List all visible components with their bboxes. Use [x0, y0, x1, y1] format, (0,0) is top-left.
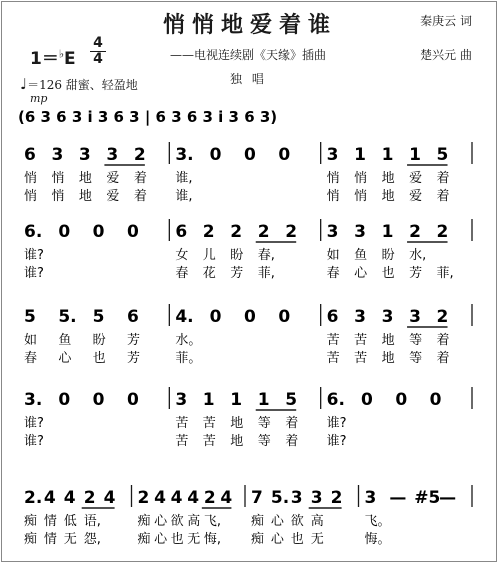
lyric2-2-0-1: 心 — [58, 351, 72, 366]
lyric1-4-2-2: 欲 — [290, 514, 304, 529]
lyric2-1-1-2: 芳 — [230, 266, 244, 281]
note-0-0-1: 3 — [51, 145, 64, 165]
tempo-text: ＝126 甜蜜、轻盈地 — [27, 78, 138, 92]
lyric1-2-2-1: 苦 — [354, 333, 368, 348]
note-3-1-0: 3 — [175, 390, 188, 410]
lyric2-0-2-4: 着 — [436, 189, 450, 204]
lyric1-4-0-2: 低 — [63, 514, 77, 529]
lyric1-4-1-0: 痴 — [137, 514, 151, 529]
note-0-0-0: 6 — [24, 145, 36, 165]
lyric1-0-0-1: 悄 — [51, 171, 65, 186]
lyric1-1-2-2: 盼 — [381, 248, 395, 263]
quarter-note-icon: ♩ — [20, 75, 28, 93]
lyric2-2-0-2: 也 — [92, 351, 106, 366]
lyric2-3-1-4: 着 — [285, 434, 299, 449]
lyric1-2-0-3: 芳 — [127, 333, 141, 348]
lyric2-2-1-0: 菲。 — [175, 351, 202, 366]
lyric1-3-1-2: 地 — [230, 416, 244, 431]
note-3-1-3: 1 — [257, 390, 270, 410]
lyric2-4-1-1: 心 — [154, 532, 168, 547]
note-1-1-1: 2 — [202, 222, 215, 242]
note-3-2-0: 6. — [326, 390, 345, 410]
note-4-2-1: 5. — [270, 488, 290, 508]
note-4-3-3: — — [439, 488, 457, 508]
note-0-2-4: 5 — [436, 145, 449, 165]
lyric2-1-2-0: 春 — [326, 266, 340, 281]
lyric2-0-0-2: 地 — [78, 189, 92, 204]
time-signature-top: 4 — [93, 35, 103, 51]
lyric2-4-0-1: 情 — [43, 532, 57, 547]
note-2-1-0: 4. — [175, 307, 194, 327]
note-4-3-1: — — [389, 488, 407, 508]
note-3-1-2: 1 — [230, 390, 243, 410]
key-prefix: 1＝ — [30, 49, 59, 69]
lyric2-4-1-0: 痴 — [137, 532, 151, 547]
note-2-2-1: 3 — [354, 307, 366, 327]
note-0-0-3: 3 — [106, 145, 119, 165]
note-1-1-0: 6 — [175, 222, 188, 242]
lyric2-3-1-0: 苦 — [175, 434, 189, 449]
lyric2-2-2-2: 地 — [381, 351, 395, 366]
lyric1-1-1-2: 盼 — [230, 248, 244, 263]
note-4-0-4: 4 — [103, 488, 116, 508]
lyric2-2-0-3: 芳 — [127, 351, 141, 366]
lyric1-2-0-0: 如 — [24, 333, 38, 348]
lyric2-1-2-2: 也 — [381, 266, 395, 281]
lyric2-4-2-3: 无 — [310, 532, 324, 547]
lyric1-4-1-4: 飞, — [203, 514, 221, 529]
lyric2-2-2-3: 等 — [409, 351, 423, 366]
note-2-0-3: 6 — [127, 307, 139, 327]
lyric1-0-2-4: 着 — [436, 171, 450, 186]
lyric1-3-2-0: 谁? — [326, 416, 347, 431]
lyric1-4-2-0: 痴 — [251, 514, 265, 529]
note-1-2-1: 3 — [354, 222, 366, 242]
note-3-0-1: 0 — [58, 390, 71, 410]
note-4-2-3: 3 — [310, 488, 323, 508]
note-2-1-2: 0 — [244, 307, 256, 327]
note-2-1-3: 0 — [278, 307, 291, 327]
note-2-2-2: 3 — [381, 307, 394, 327]
song-title: 悄悄地爱着谁 — [162, 12, 337, 38]
lyric2-0-1-0: 谁, — [175, 189, 193, 204]
lyric2-4-2-1: 心 — [270, 532, 284, 547]
lyric2-0-0-4: 着 — [133, 189, 147, 204]
note-3-0-0: 3. — [24, 390, 43, 410]
lyric1-4-0-3: 语, — [83, 514, 101, 529]
lyric1-2-2-0: 苦 — [326, 333, 340, 348]
lyric2-2-2-0: 苦 — [326, 351, 340, 366]
lyric2-4-2-2: 也 — [290, 532, 304, 547]
lyric1-0-2-3: 爱 — [409, 171, 423, 186]
lyric1-1-2-1: 鱼 — [354, 248, 368, 263]
lyric1-4-1-2: 欲 — [170, 514, 184, 529]
note-4-1-5: 4 — [220, 488, 233, 508]
note-4-3-2: #5 — [414, 488, 441, 508]
note-1-2-0: 3 — [326, 222, 339, 242]
note-0-0-2: 3 — [78, 145, 91, 165]
lyric2-1-1-0: 春 — [175, 266, 189, 281]
note-2-1-1: 0 — [209, 307, 222, 327]
lyric1-1-0-0: 谁? — [24, 248, 44, 263]
lyric1-0-0-4: 着 — [133, 171, 147, 186]
note-1-2-3: 2 — [409, 222, 421, 242]
lyric2-1-2-1: 心 — [354, 266, 368, 281]
note-2-0-2: 5 — [92, 307, 105, 327]
note-2-2-4: 2 — [436, 307, 449, 327]
note-1-2-2: 1 — [381, 222, 394, 242]
lyric1-0-1-0: 谁, — [175, 171, 193, 186]
lyric1-4-0-0: 痴 — [24, 514, 38, 529]
lyric1-3-1-0: 苦 — [175, 416, 189, 431]
note-0-1-2: 0 — [244, 145, 256, 165]
lyric1-2-2-3: 等 — [409, 333, 423, 348]
lyric2-4-0-3: 怨, — [83, 532, 101, 547]
composer-credit: 楚兴元 曲 — [420, 48, 472, 62]
note-4-0-0: 2. — [24, 488, 43, 508]
lyric1-0-2-2: 地 — [381, 171, 395, 186]
lyric1-4-0-1: 情 — [43, 514, 57, 529]
lyric1-3-0-0: 谁? — [24, 416, 44, 431]
lyric1-3-1-3: 等 — [257, 416, 271, 431]
note-0-2-1: 1 — [354, 145, 366, 165]
note-3-2-3: 0 — [429, 390, 442, 410]
note-3-2-1: 0 — [361, 390, 373, 410]
lyric2-1-0-0: 谁? — [24, 266, 44, 281]
lyric1-2-0-2: 盼 — [92, 333, 106, 348]
lyric1-4-1-1: 心 — [154, 514, 168, 529]
note-4-3-0: 3 — [364, 488, 377, 508]
lyric2-3-1-3: 等 — [257, 434, 271, 449]
lyric2-2-2-4: 着 — [436, 351, 450, 366]
lyric1-0-2-1: 悄 — [354, 171, 368, 186]
lyric2-1-1-3: 菲, — [257, 266, 275, 281]
lyricist-credit: 秦庚云 词 — [420, 14, 472, 28]
note-1-1-2: 2 — [230, 222, 243, 242]
lyric1-3-1-1: 苦 — [202, 416, 216, 431]
note-1-0-3: 0 — [127, 222, 139, 242]
note-4-1-4: 2 — [203, 488, 216, 508]
note-4-1-2: 4 — [170, 488, 183, 508]
lyric1-2-1-0: 水。 — [175, 333, 202, 348]
note-4-0-1: 4 — [43, 488, 56, 508]
lyric2-4-1-4: 悔, — [203, 532, 221, 547]
note-0-1-0: 3. — [175, 145, 194, 165]
note-4-1-3: 4 — [187, 488, 200, 508]
note-0-0-4: 2 — [133, 145, 146, 165]
lyric2-4-3-0: 悔。 — [364, 532, 391, 547]
note-2-0-0: 5 — [24, 307, 36, 327]
lyric1-2-2-2: 地 — [381, 333, 395, 348]
lyric1-3-1-4: 着 — [285, 416, 299, 431]
lyric1-2-2-4: 着 — [436, 333, 450, 348]
lyric2-0-0-1: 悄 — [51, 189, 65, 204]
lyric2-3-1-1: 苦 — [202, 434, 216, 449]
note-0-2-0: 3 — [326, 145, 339, 165]
lyric1-1-1-0: 女 — [175, 248, 189, 263]
key-accidental: ♭ — [58, 47, 65, 61]
lyric2-4-0-2: 无 — [63, 532, 77, 547]
lyric2-3-0-0: 谁? — [24, 434, 44, 449]
lyric2-1-2-4: 菲, — [436, 266, 454, 281]
note-4-0-3: 2 — [83, 488, 96, 508]
note-4-1-1: 4 — [154, 488, 166, 508]
lyric2-3-2-0: 谁? — [326, 434, 347, 449]
lyric1-1-2-3: 水, — [409, 248, 427, 263]
lyric2-4-1-3: 无 — [187, 532, 201, 547]
lyric2-4-2-0: 痴 — [251, 532, 265, 547]
lyric2-0-0-0: 悄 — [24, 189, 38, 204]
note-3-1-4: 5 — [285, 390, 298, 410]
lyric2-2-2-1: 苦 — [354, 351, 368, 366]
lyric1-0-0-3: 爱 — [106, 171, 120, 186]
note-1-1-3: 2 — [257, 222, 270, 242]
note-1-2-4: 2 — [436, 222, 449, 242]
lyric2-3-1-2: 地 — [230, 434, 244, 449]
lyric1-4-2-1: 心 — [270, 514, 284, 529]
lyric1-1-2-0: 如 — [326, 248, 340, 263]
song-subtitle: ——电视连续剧《天缘》插曲 — [170, 48, 327, 62]
lyric1-4-2-3: 高 — [310, 514, 324, 529]
performance-type: 独 唱 — [230, 72, 267, 86]
note-4-1-0: 2 — [137, 488, 150, 508]
note-1-0-1: 0 — [58, 222, 71, 242]
intro-line: (6 3 6 3 i 3 6 3 | 6 3 6 3 i 3 6 3) — [18, 108, 278, 126]
lyric1-0-0-0: 悄 — [24, 171, 38, 186]
dynamic-marking: mp — [30, 92, 48, 105]
lyric2-2-0-0: 春 — [24, 351, 38, 366]
lyric2-4-1-2: 也 — [170, 532, 184, 547]
note-4-0-2: 4 — [63, 488, 76, 508]
note-2-2-0: 6 — [326, 307, 339, 327]
lyric1-4-3-0: 飞。 — [364, 514, 391, 529]
note-3-0-3: 0 — [127, 390, 139, 410]
lyric1-4-1-3: 高 — [187, 514, 201, 529]
note-1-0-0: 6. — [24, 222, 43, 242]
note-1-0-2: 0 — [92, 222, 105, 242]
note-2-0-1: 5. — [58, 307, 77, 327]
note-2-2-3: 3 — [409, 307, 421, 327]
lyric1-1-1-1: 儿 — [202, 248, 216, 263]
note-0-1-1: 0 — [209, 145, 222, 165]
lyric2-0-0-3: 爱 — [106, 189, 120, 204]
lyric1-0-2-0: 悄 — [326, 171, 340, 186]
note-4-2-0: 7 — [251, 488, 263, 508]
lyric1-2-0-1: 鱼 — [58, 333, 72, 348]
note-0-2-3: 1 — [409, 145, 421, 165]
lyric1-0-0-2: 地 — [78, 171, 92, 186]
note-0-2-2: 1 — [381, 145, 394, 165]
lyric1-1-1-3: 春, — [257, 248, 275, 263]
lyric2-0-2-3: 爱 — [409, 189, 423, 204]
lyric2-1-1-1: 花 — [202, 266, 216, 281]
time-signature-bottom: 4 — [93, 51, 103, 67]
note-4-2-2: 3 — [290, 488, 303, 508]
note-1-1-4: 2 — [285, 222, 298, 242]
note-3-2-2: 0 — [395, 390, 408, 410]
note-0-1-3: 0 — [278, 145, 291, 165]
note-3-0-2: 0 — [92, 390, 105, 410]
note-4-2-4: 2 — [330, 488, 343, 508]
note-3-1-1: 1 — [202, 390, 215, 410]
lyric2-1-2-3: 芳 — [409, 266, 423, 281]
lyric2-0-2-2: 地 — [381, 189, 395, 204]
lyric2-0-2-0: 悄 — [326, 189, 340, 204]
lyric2-0-2-1: 悄 — [354, 189, 368, 204]
key-note: E — [64, 49, 76, 69]
lyric2-4-0-0: 痴 — [24, 532, 38, 547]
